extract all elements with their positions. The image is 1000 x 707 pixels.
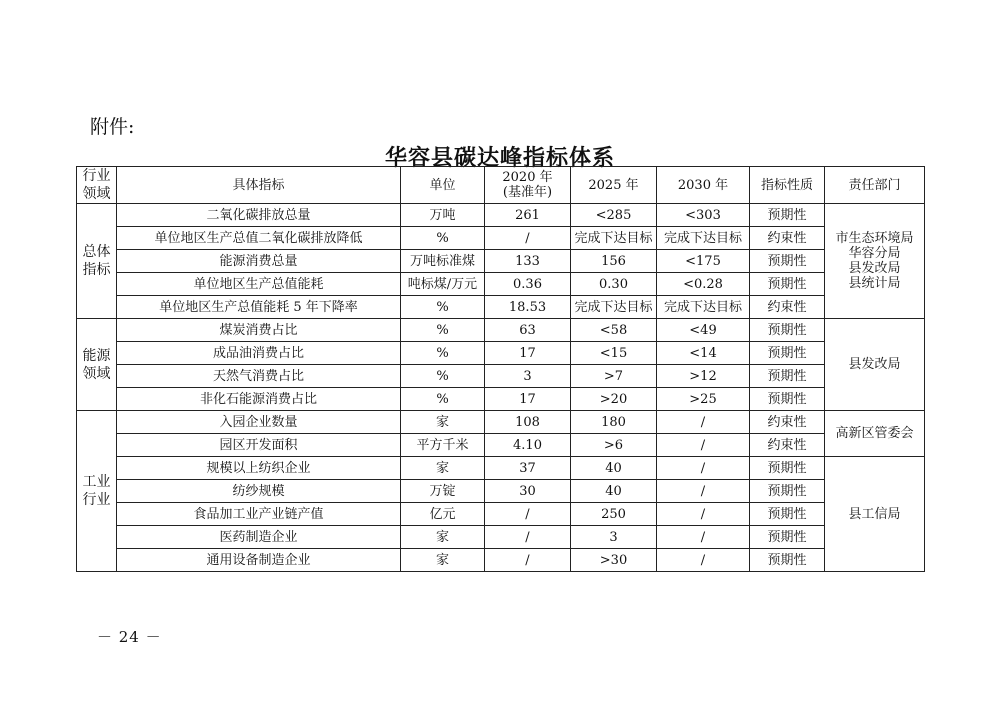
- table-row: [77, 480, 925, 503]
- cell-y2030: 完成下达目标: [657, 296, 750, 319]
- cell-nature: 预期性: [750, 319, 825, 342]
- table-row: [77, 342, 925, 365]
- cell-y2030: /: [657, 503, 750, 526]
- table-row: [77, 503, 925, 526]
- cell-y2030: <14: [657, 342, 750, 365]
- header-unit: 单位: [401, 167, 485, 204]
- table-row: [77, 227, 925, 250]
- cell-y2030: <49: [657, 319, 750, 342]
- cell-y2020: 133: [485, 250, 571, 273]
- cell-y2030: /: [657, 434, 750, 457]
- cell-y2030: >12: [657, 365, 750, 388]
- cell-unit: 万锭: [401, 480, 485, 503]
- responsible-dept: 市生态环境局 华容分局 县发改局 县统计局: [825, 204, 925, 319]
- header-indicator: 具体指标: [117, 167, 401, 204]
- cell-nature: 约束性: [750, 227, 825, 250]
- sector-label-energy: 能源 领域: [77, 319, 117, 411]
- cell-nature: 预期性: [750, 342, 825, 365]
- cell-unit: 家: [401, 457, 485, 480]
- cell-y2025: >7: [571, 365, 657, 388]
- cell-y2025: 156: [571, 250, 657, 273]
- table-body: [77, 204, 925, 572]
- cell-y2025: >6: [571, 434, 657, 457]
- attachment-label: 附件:: [90, 116, 135, 138]
- cell-y2020: 3: [485, 365, 571, 388]
- sector-label-industry: 工业 行业: [77, 411, 117, 572]
- cell-y2025: >30: [571, 549, 657, 572]
- cell-nature: 预期性: [750, 365, 825, 388]
- cell-y2030: <0.28: [657, 273, 750, 296]
- table-header-row: [77, 167, 925, 204]
- cell-y2025: <285: [571, 204, 657, 227]
- cell-y2025: 40: [571, 480, 657, 503]
- cell-indicator: 煤炭消费占比: [117, 319, 401, 342]
- cell-y2030: /: [657, 549, 750, 572]
- header-2030: 2030 年: [657, 167, 750, 204]
- cell-unit: %: [401, 227, 485, 250]
- cell-y2020: 37: [485, 457, 571, 480]
- table-row: [77, 388, 925, 411]
- cell-indicator: 天然气消费占比: [117, 365, 401, 388]
- cell-unit: %: [401, 296, 485, 319]
- cell-y2020: 17: [485, 388, 571, 411]
- cell-indicator: 非化石能源消费占比: [117, 388, 401, 411]
- cell-unit: %: [401, 342, 485, 365]
- cell-y2030: /: [657, 411, 750, 434]
- cell-y2025: 180: [571, 411, 657, 434]
- responsible-dept: 高新区管委会: [825, 411, 925, 457]
- cell-y2020: /: [485, 503, 571, 526]
- table-row: [77, 549, 925, 572]
- cell-y2020: /: [485, 526, 571, 549]
- header-sector: 行业 领域: [77, 167, 117, 204]
- cell-indicator: 纺纱规模: [117, 480, 401, 503]
- table-row: [77, 204, 925, 227]
- cell-nature: 约束性: [750, 411, 825, 434]
- cell-indicator: 单位地区生产总值能耗 5 年下降率: [117, 296, 401, 319]
- cell-indicator: 通用设备制造企业: [117, 549, 401, 572]
- cell-nature: 预期性: [750, 480, 825, 503]
- table-row: [77, 457, 925, 480]
- cell-nature: 预期性: [750, 549, 825, 572]
- cell-y2025: 完成下达目标: [571, 296, 657, 319]
- cell-indicator: 单位地区生产总值能耗: [117, 273, 401, 296]
- cell-indicator: 二氧化碳排放总量: [117, 204, 401, 227]
- header-nature: 指标性质: [750, 167, 825, 204]
- cell-y2020: /: [485, 549, 571, 572]
- cell-nature: 预期性: [750, 526, 825, 549]
- responsible-dept: 县发改局: [825, 319, 925, 411]
- sector-label-overall: 总体 指标: [77, 204, 117, 319]
- cell-y2020: /: [485, 227, 571, 250]
- cell-y2020: 4.10: [485, 434, 571, 457]
- cell-unit: 万吨标准煤: [401, 250, 485, 273]
- cell-unit: 亿元: [401, 503, 485, 526]
- cell-y2020: 18.53: [485, 296, 571, 319]
- cell-unit: 吨标煤/万元: [401, 273, 485, 296]
- table-row: [77, 526, 925, 549]
- table-row: [77, 434, 925, 457]
- table-row: [77, 319, 925, 342]
- cell-y2025: 40: [571, 457, 657, 480]
- table-row: [77, 273, 925, 296]
- cell-indicator: 规模以上纺织企业: [117, 457, 401, 480]
- header-2025: 2025 年: [571, 167, 657, 204]
- cell-y2030: 完成下达目标: [657, 227, 750, 250]
- cell-y2020: 0.36: [485, 273, 571, 296]
- cell-unit: %: [401, 388, 485, 411]
- cell-y2025: <58: [571, 319, 657, 342]
- cell-indicator: 单位地区生产总值二氧化碳排放降低: [117, 227, 401, 250]
- cell-y2025: 3: [571, 526, 657, 549]
- cell-y2030: /: [657, 480, 750, 503]
- cell-y2025: >20: [571, 388, 657, 411]
- table-row: [77, 411, 925, 434]
- header-dept: 责任部门: [825, 167, 925, 204]
- cell-y2030: /: [657, 526, 750, 549]
- cell-indicator: 食品加工业产业链产值: [117, 503, 401, 526]
- cell-unit: 万吨: [401, 204, 485, 227]
- cell-indicator: 医药制造企业: [117, 526, 401, 549]
- cell-unit: 家: [401, 411, 485, 434]
- responsible-dept: 县工信局: [825, 457, 925, 572]
- cell-unit: 家: [401, 526, 485, 549]
- cell-indicator: 能源消费总量: [117, 250, 401, 273]
- cell-nature: 预期性: [750, 250, 825, 273]
- cell-indicator: 成品油消费占比: [117, 342, 401, 365]
- table-row: [77, 250, 925, 273]
- document-title: 华容县碳达峰指标体系: [384, 145, 615, 171]
- cell-indicator: 入园企业数量: [117, 411, 401, 434]
- table-row: [77, 296, 925, 319]
- cell-y2030: >25: [657, 388, 750, 411]
- header-2020: 2020 年 (基准年): [485, 167, 571, 204]
- cell-y2025: 0.30: [571, 273, 657, 296]
- cell-unit: %: [401, 319, 485, 342]
- cell-y2030: <303: [657, 204, 750, 227]
- cell-y2025: 250: [571, 503, 657, 526]
- cell-y2020: 17: [485, 342, 571, 365]
- cell-y2030: /: [657, 457, 750, 480]
- cell-y2025: 完成下达目标: [571, 227, 657, 250]
- cell-y2020: 108: [485, 411, 571, 434]
- cell-y2020: 30: [485, 480, 571, 503]
- cell-unit: 家: [401, 549, 485, 572]
- cell-nature: 预期性: [750, 388, 825, 411]
- cell-nature: 预期性: [750, 503, 825, 526]
- cell-nature: 预期性: [750, 457, 825, 480]
- cell-y2030: <175: [657, 250, 750, 273]
- indicator-table: [76, 166, 925, 572]
- cell-nature: 预期性: [750, 273, 825, 296]
- cell-indicator: 园区开发面积: [117, 434, 401, 457]
- table-row: [77, 365, 925, 388]
- cell-nature: 约束性: [750, 296, 825, 319]
- cell-nature: 约束性: [750, 434, 825, 457]
- cell-nature: 预期性: [750, 204, 825, 227]
- cell-unit: %: [401, 365, 485, 388]
- cell-unit: 平方千米: [401, 434, 485, 457]
- cell-y2020: 261: [485, 204, 571, 227]
- cell-y2020: 63: [485, 319, 571, 342]
- page-number: － 24 －: [97, 628, 162, 646]
- cell-y2025: <15: [571, 342, 657, 365]
